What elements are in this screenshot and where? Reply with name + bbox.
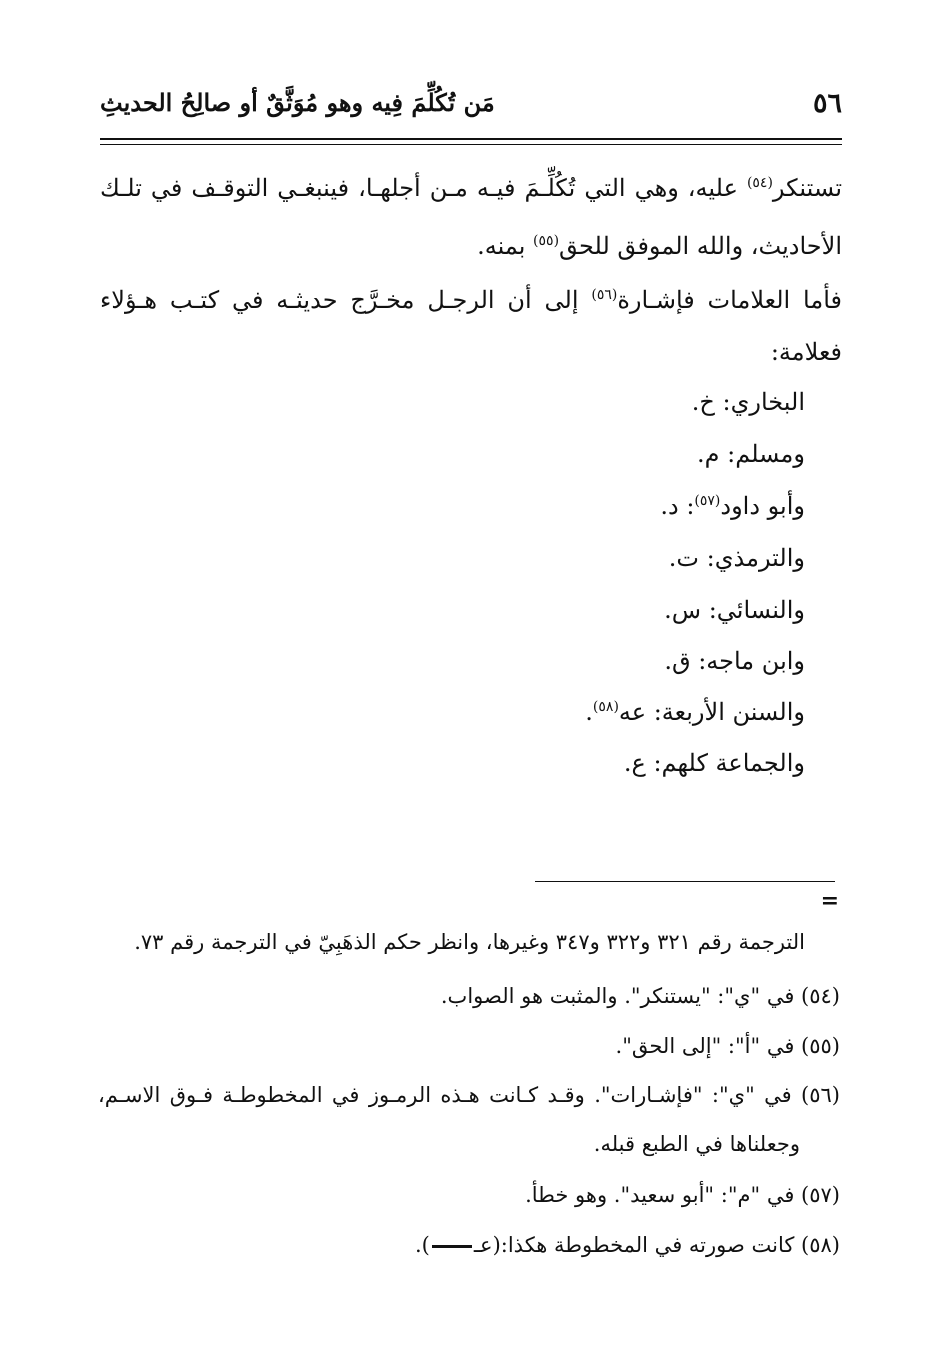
text-span: (٥٨) كانت صورته في المخطوطة هكذا:( bbox=[492, 1233, 840, 1257]
footnote-55: (٥٥) في "أ": "إلى الحق". bbox=[615, 1034, 840, 1058]
footnote-separator bbox=[535, 881, 835, 882]
header-rule-thin bbox=[100, 144, 842, 145]
paragraph-2-line-1 bbox=[100, 282, 842, 318]
code-muslim: ومسلم: م. bbox=[697, 440, 805, 468]
footnote-ref-57[interactable]: (٥٧) bbox=[694, 493, 721, 509]
footnote-ref-58[interactable]: (٥٨) bbox=[592, 699, 619, 715]
code-nasai: والنسائي: س. bbox=[664, 596, 805, 624]
text-span: إلى أن الرجـل مخـرَّج حديثـه في كتـب هـؤلاء bbox=[100, 286, 592, 314]
footnote-ref-56[interactable]: (٥٦) bbox=[591, 287, 618, 303]
text-span: الأحاديث، والله الموفق للحق bbox=[559, 232, 842, 260]
code-bukhari: البخاري: خ. bbox=[691, 388, 805, 416]
footnote-56-line-2: وجعلناها في الطبع قبله. bbox=[593, 1132, 800, 1156]
code-ibn-majah: وابن ماجه: ق. bbox=[664, 647, 805, 675]
text-span: فأما العلامات فإشـارة bbox=[617, 286, 842, 314]
text-span: ). bbox=[415, 1233, 430, 1257]
footnote-56-line-1: (٥٦) في "ي": "فإشـارات". وقـد كـانت هـذه الرمـوز في المخطوطـة فـوق الاسـم، bbox=[98, 1083, 840, 1107]
manuscript-symbol bbox=[430, 1229, 493, 1261]
paragraph-1-line-1 bbox=[100, 170, 842, 206]
footnote-ref-55[interactable]: (٥٥) bbox=[533, 233, 560, 249]
page-header bbox=[100, 86, 842, 126]
continuation-mark: = bbox=[820, 888, 839, 914]
footnote-54: (٥٤) في "ي": "يستنكر". والمثبت هو الصواب. bbox=[440, 984, 840, 1008]
manuscript-letter: عـ bbox=[473, 1233, 493, 1257]
footnote-carryover: الترجمة رقم ٣٢١ و٣٢٢ و٣٤٧ وغيرها، وانظر حكم الذهَبِيّ في الترجمة رقم ٧٣. bbox=[134, 930, 805, 954]
page-number: ٥٦ bbox=[812, 88, 842, 119]
code-abu-dawud bbox=[660, 488, 805, 524]
code-tirmidhi: والترمذي: ت. bbox=[668, 544, 805, 572]
paragraph-2-line-2: فعلامة: bbox=[770, 338, 842, 366]
text-span: بمنه. bbox=[477, 232, 534, 260]
text-span: : د. bbox=[660, 492, 695, 520]
text-span: تستنكر bbox=[772, 174, 842, 202]
paragraph-1-line-2 bbox=[100, 228, 842, 264]
code-sunan-four bbox=[585, 694, 805, 730]
text-span: . bbox=[585, 698, 593, 726]
header-rule bbox=[100, 138, 842, 140]
running-title: مَن تُكُلِّمَ فِيه وهو مُوَثَّقٌ أو صالِحُ الحديثِ bbox=[100, 88, 495, 117]
text-span: عليه، وهي التي تُكُلِّـمَ فيـه مـن أجلهـا، فينبغـي التوقـف في تلـك bbox=[100, 174, 747, 202]
text-span: والسنن الأربعة: عه bbox=[618, 698, 805, 726]
text-span: وأبو داود bbox=[720, 492, 805, 520]
footnote-58 bbox=[415, 1229, 840, 1261]
footnote-57: (٥٧) في "م": "أبو سعيد". وهو خطأ. bbox=[525, 1183, 840, 1207]
manuscript-overline bbox=[432, 1245, 472, 1248]
code-jamaa: والجماعة كلهم: ع. bbox=[623, 749, 805, 777]
footnote-ref-54[interactable]: (٥٤) bbox=[746, 175, 773, 191]
